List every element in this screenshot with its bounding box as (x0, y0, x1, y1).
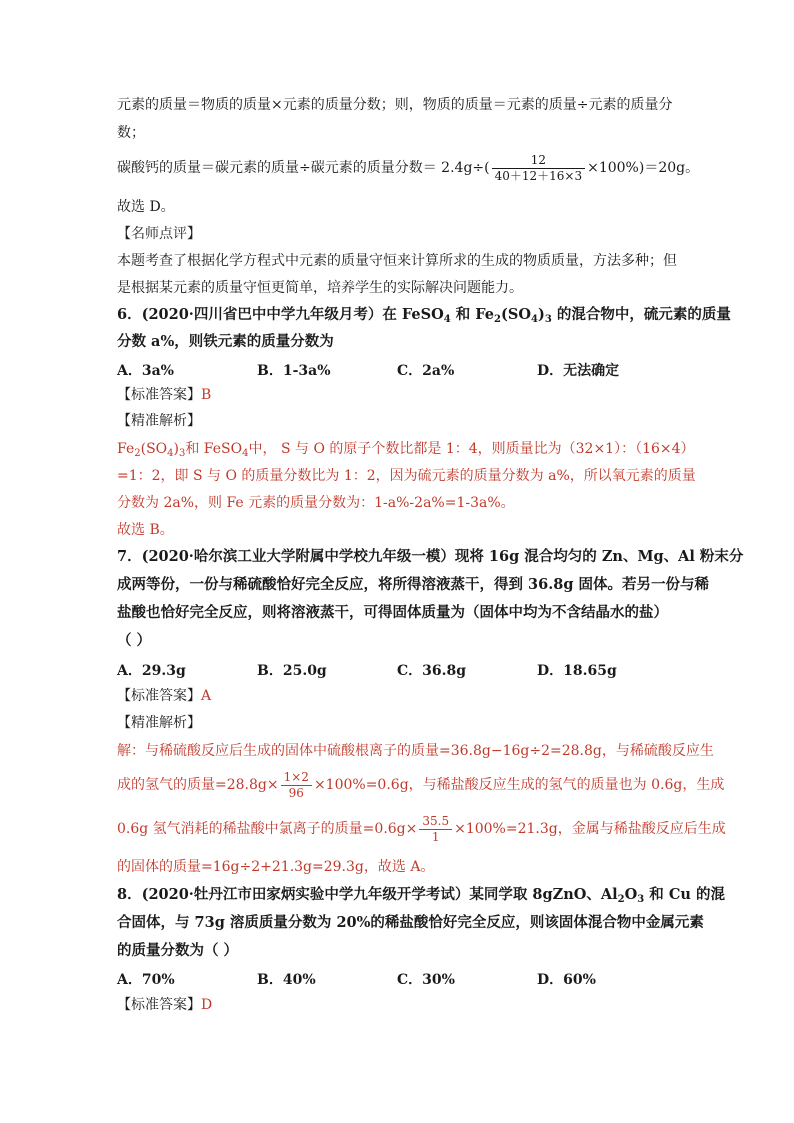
fraction (492, 153, 586, 184)
section-label: 【名师点评】 (117, 226, 201, 242)
text-run: O (624, 886, 638, 903)
text-run: (SO (140, 441, 168, 457)
subscript: 2 (494, 314, 501, 325)
analysis-label: 【精准解析】 (117, 715, 201, 731)
subscript: 2 (134, 448, 141, 459)
subscript: 3 (178, 448, 186, 459)
answer-value: A (201, 688, 212, 704)
text-run: ×100%=21.3g，金属与稀盐酸反应后生成 (454, 821, 726, 837)
text-run: 6．(2020·四川省巴中中学九年级月考）在 FeSO (117, 306, 444, 323)
answer-label: 【标准答案】 (117, 997, 201, 1013)
text-run: 中， S 与 O 的原子个数比都是 1：4，则质量比为（32×1）：（16×4） (248, 441, 695, 457)
option-c: C．30% (397, 972, 455, 988)
text-line: 本题考查了根据化学方程式中元素的质量守恒来计算所求的生成的物质质量，方法多种；但 (117, 253, 677, 269)
question-6-stem (117, 306, 731, 329)
formula-text: ×100%)＝20g。 (587, 160, 700, 176)
question-6-stem-line2: 分数 a%，则铁元素的质量分数为 (117, 333, 334, 350)
text-run: 的混合物中，硫元素的质量 (551, 306, 731, 323)
text-run: ) (173, 441, 179, 457)
fraction-denominator: 96 (288, 785, 304, 800)
text-run: 和 Fe (450, 306, 495, 323)
option-a: A．29.3g (117, 663, 186, 679)
answer-line (117, 687, 211, 705)
answer-value: B (201, 387, 212, 403)
analysis-formula-line (117, 812, 726, 846)
subscript: 2 (617, 894, 625, 905)
answer-line (117, 996, 212, 1014)
fraction (419, 814, 452, 845)
text-run: 0.6g 氢气消耗的稀盐酸中氯离子的质量=0.6g× (117, 821, 418, 837)
analysis-line: =1：2，即 S 与 O 的质量分数比为 1：2，因为硫元素的质量分数为 a%，所以氧元素的质量 (117, 468, 696, 484)
question-8-stem (117, 886, 725, 909)
analysis-line: 分数为 2a%，则 Fe 元素的质量分数为：1-a%-2a%=1-3a%。 (117, 495, 515, 511)
text-run: ×100%=0.6g，与稀盐酸反应生成的氢气的质量也为 0.6g，生成 (313, 777, 725, 793)
answer-label: 【标准答案】 (117, 387, 201, 403)
text-line: 元素的质量＝物质的质量×元素的质量分数；则，物质的质量＝元素的质量÷元素的质量分 (117, 97, 673, 113)
text-run: 和 FeSO (185, 441, 243, 457)
option-d: D．18.65g (537, 663, 617, 679)
option-b: B．25.0g (257, 663, 327, 679)
text-run: 8．(2020·牡丹江市田家炳实验中学九年级开学考试）某同学取 8gZnO、Al (117, 886, 618, 903)
fraction-denominator: 40＋12＋16×3 (494, 168, 583, 183)
text-run: ) (537, 306, 545, 323)
subscript: 3 (637, 894, 645, 905)
text-line: 故选 D。 (117, 199, 175, 215)
option-c: C．2a% (397, 363, 455, 379)
option-c: C．36.8g (397, 663, 467, 679)
question-7-blank: （ ） (117, 632, 152, 649)
formula-text: 碳酸钙的质量＝碳元素的质量÷碳元素的质量分数＝ 2.4g÷( (117, 160, 490, 176)
option-b: B．1-3a% (257, 363, 331, 379)
fraction (281, 770, 312, 801)
fraction-denominator: 1 (431, 829, 440, 844)
subscript: 4 (242, 448, 249, 459)
option-d: D．无法确定 (537, 363, 620, 379)
answer-line (117, 386, 211, 404)
question-8-stem: 合固体，与 73g 溶质质量分数为 20%的稀盐酸恰好完全反应，则该固体混合物中金属元素 (117, 914, 704, 931)
answer-value: D (201, 997, 213, 1013)
text-run: (SO (501, 306, 531, 323)
subscript: 4 (443, 314, 451, 325)
option-b: B．40% (257, 972, 316, 988)
analysis-line: 的固体的质量=16g÷2+21.3g=29.3g，故选 A。 (117, 859, 435, 875)
analysis-label: 【精准解析】 (117, 413, 201, 429)
text-run: Fe (117, 441, 135, 457)
fraction-numerator: 35.5 (419, 814, 452, 830)
text-line: 数； (117, 125, 145, 141)
fraction-numerator: 12 (492, 153, 586, 169)
question-7-stem: 盐酸也恰好完全反应，则将溶液蒸干，可得固体质量为（固体中均为不含结晶水的盐） (117, 604, 668, 621)
question-8-stem: 的质量分数为（ ） (117, 942, 239, 959)
subscript: 4 (167, 448, 174, 459)
formula-line (117, 150, 699, 186)
text-line: 是根据某元素的质量守恒更简单，培养学生的实际解决问题能力。 (117, 280, 523, 296)
question-7-stem: 成两等份，一份与稀硫酸恰好完全反应，将所得溶液蒸干，得到 36.8g 固体。若另一份与稀 (117, 576, 710, 593)
fraction-numerator: 1×2 (281, 770, 312, 786)
answer-label: 【标准答案】 (117, 688, 201, 704)
analysis-formula-line (117, 768, 724, 802)
analysis-line: 解：与稀硫酸反应后生成的固体中硫酸根离子的质量=36.8g−16g÷2=28.8g，与稀硫酸反应生 (117, 743, 714, 759)
subscript: 4 (530, 314, 538, 325)
analysis-line (117, 440, 695, 463)
text-run: 成的氢气的质量=28.8g× (117, 777, 279, 793)
option-a: A．3a% (117, 363, 174, 379)
option-a: A．70% (117, 972, 175, 988)
subscript: 3 (544, 314, 552, 325)
question-7-stem: 7．(2020·哈尔滨工业大学附属中学校九年级一模）现将 16g 混合均匀的 Zn、Mg、Al 粉末分 (117, 548, 744, 565)
option-d: D．60% (537, 972, 596, 988)
text-run: 和 Cu 的混 (644, 886, 725, 903)
analysis-line: 故选 B。 (117, 522, 174, 538)
